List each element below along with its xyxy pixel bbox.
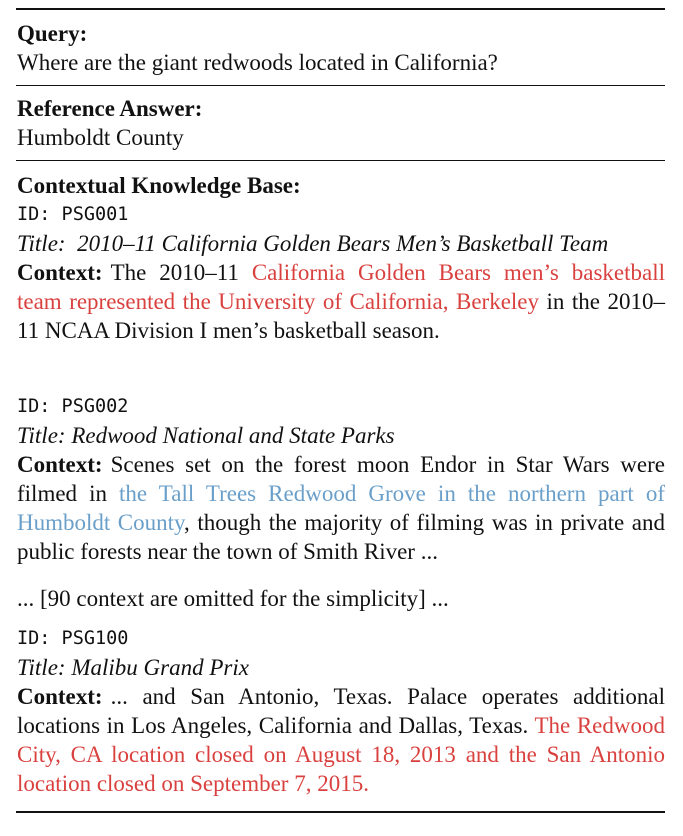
passage-context	[17, 258, 665, 345]
omitted-note: ... [90 context are omitted for the simplicity] ...	[17, 586, 449, 611]
passage-title-label: Title:	[17, 655, 66, 680]
kb-header	[17, 171, 665, 200]
passage-context-post: , though the majority of filming was in private and public forests near the town of Smith River ...	[17, 510, 665, 564]
reference-label: Reference Answer:	[17, 96, 203, 121]
passage-context-pre: The 2010–11	[110, 260, 252, 285]
passage-context-highlight: the Tall Trees Redwood Grove in the northern part of Humboldt County	[17, 481, 665, 535]
passage-context	[17, 450, 665, 566]
passage-title	[17, 653, 665, 682]
bottom-rule	[16, 811, 665, 813]
passage-context-pre: ... and San Antonio, Texas. Palace operates additional locations in Los Angeles, California and Dallas, Texas.	[17, 684, 665, 738]
passage-title-text: 2010–11 California Golden Bears Men’s Basketball Team	[77, 231, 609, 256]
top-rule	[16, 8, 665, 10]
query-section	[17, 19, 665, 77]
passage-context-highlight: The Redwood City, CA location closed on August 18, 2013 and the San Antonio location closed on September 7, 2015.	[17, 713, 665, 796]
passage-context-highlight: California Golden Bears men’s basketball team represented the University of California, Berkeley	[17, 260, 665, 314]
passage-context-post: in the 2010–11 NCAA Division I men’s basketball season.	[17, 289, 665, 343]
passage-title	[17, 421, 665, 450]
passage-psg001	[17, 200, 665, 345]
kb-label: Contextual Knowledge Base:	[17, 173, 301, 198]
passage-id: ID: PSG100	[17, 628, 129, 649]
reference-text: Humboldt County	[17, 125, 184, 150]
passage-context-label: Context:	[17, 452, 103, 477]
passage-context	[17, 682, 665, 798]
passage-context-label: Context:	[17, 684, 103, 709]
query-text: Where are the giant redwoods located in California?	[17, 50, 498, 75]
passage-title-text: Redwood National and State Parks	[71, 423, 395, 448]
passage-title-label: Title:	[17, 423, 66, 448]
reference-section	[17, 94, 665, 152]
query-divider	[16, 85, 665, 86]
passage-id: ID: PSG002	[17, 396, 129, 417]
passage-title-text: Malibu Grand Prix	[71, 655, 249, 680]
passage-context-label: Context:	[17, 260, 103, 285]
passage-title	[17, 229, 665, 258]
passage-title-label: Title:	[17, 231, 66, 256]
passage-id: ID: PSG001	[17, 204, 129, 225]
passage-psg002	[17, 392, 665, 566]
query-label: Query:	[17, 21, 88, 46]
passage-context-pre: Scenes set on the forest moon Endor in Star Wars were filmed in	[17, 452, 665, 506]
passage-psg100	[17, 624, 665, 798]
reference-divider	[16, 160, 665, 161]
